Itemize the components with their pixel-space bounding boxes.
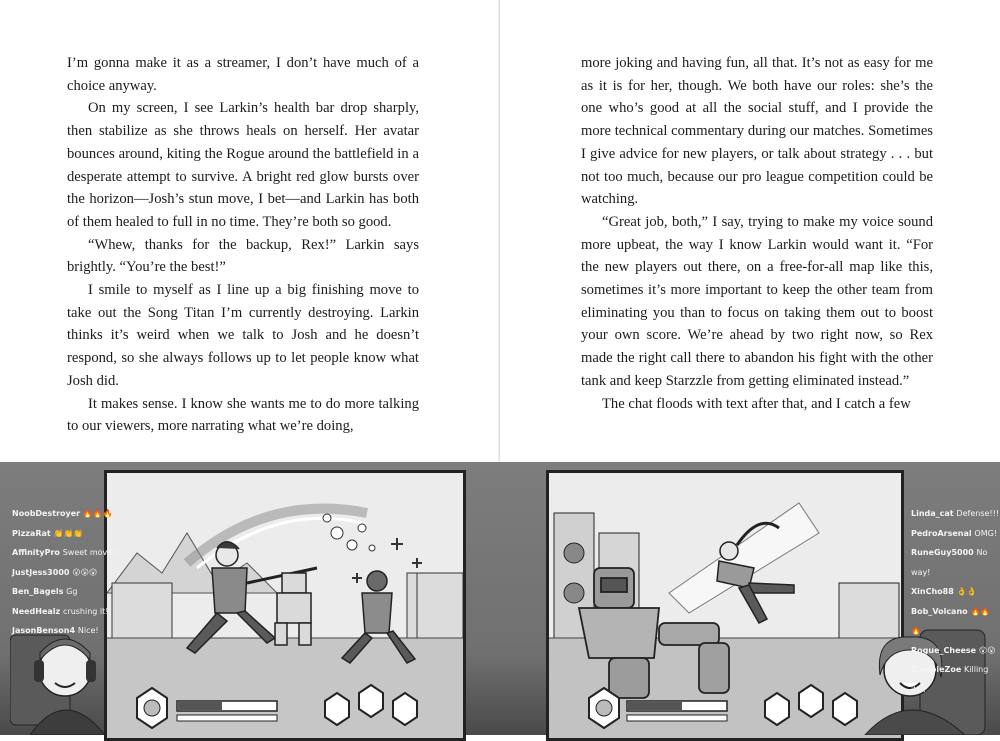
right-chat-overlay <box>911 504 1000 699</box>
chat-username: Linda_cat <box>911 509 954 518</box>
left-page <box>0 0 500 462</box>
chat-message <box>12 524 120 544</box>
chat-text: Killing it!!! <box>911 665 989 694</box>
chat-text: 👏👏👏 <box>53 528 84 538</box>
chat-username: XinCho88 <box>911 587 954 596</box>
paragraph: I smile to myself as I line up a big finishing move to take out the Song Titan I’m currently destroying. Larkin thinks it’s weird when we talk to Josh and he doesn’t respond, so she always follows up to let people know what Josh did. <box>67 282 419 389</box>
left-chat-overlay <box>12 504 120 641</box>
chat-username: JustJess3000 <box>12 567 70 577</box>
star-icon <box>356 697 380 721</box>
plus-icon <box>322 705 346 729</box>
chat-message <box>12 543 120 563</box>
chat-message <box>911 582 1000 602</box>
left-game-scene <box>104 470 466 741</box>
skull-icon <box>764 705 788 729</box>
chat-username: AffinityPro <box>12 548 60 557</box>
chat-text: Nice! <box>77 626 99 635</box>
chat-message <box>12 582 120 602</box>
right-text-column <box>581 52 933 415</box>
chat-text: crushing it! <box>63 606 109 616</box>
chat-username: PizzaRat <box>12 528 51 538</box>
chat-text: 🔥🔥🔥 <box>911 606 991 635</box>
chat-message <box>911 602 1000 641</box>
chat-username: NeedHealz <box>12 606 61 616</box>
fist-icon <box>798 697 822 721</box>
chat-username: RuneGuy5000 <box>911 548 974 557</box>
chat-message <box>911 504 1000 524</box>
chat-username: Bob_Volcano <box>911 606 968 616</box>
chat-text: Sweet moves! <box>62 548 120 557</box>
paragraph: It makes sense. I know she wants me to do more talking to our viewers, more narrating what we’re doing, <box>67 395 419 435</box>
chat-text: 👌👌 <box>956 587 977 596</box>
chat-message <box>911 660 1000 699</box>
chat-text: 😮😮😮 <box>72 567 98 577</box>
chat-message <box>12 621 120 641</box>
chat-text: OMG! <box>974 528 998 538</box>
chat-username: Ben_Bagels <box>12 587 64 596</box>
chat-text: 😮😮 <box>978 645 996 655</box>
chat-message <box>12 563 120 583</box>
moon-icon <box>390 705 414 729</box>
paragraph: “Great job, both,” I say, trying to make my voice sound more upbeat, the way I know Larkin would want it. “For the new players out there, on a free-for-all map like this, sometimes it’s more important to keep the other team from eliminating you than to focus on taking them out to boost your own score. We’re ahead by two right now, so Rex made the right call there to abandon his fight with the other tank and keep Starzzle from getting eliminated instead.” <box>581 213 933 389</box>
left-text-column <box>67 52 419 438</box>
chat-username: ZombieZoe <box>911 665 962 674</box>
chat-username: Rogue_Cheese <box>911 645 977 655</box>
paragraph: I’m gonna make it as a streamer, I don’t have much of a choice anyway. <box>67 55 419 94</box>
chat-text: Defense!!! <box>956 509 1000 518</box>
chat-text: No way! <box>911 548 988 577</box>
left-health-bar <box>174 698 274 708</box>
chat-message <box>12 504 120 524</box>
chat-message <box>911 641 1000 661</box>
chat-text: Gg <box>66 587 78 596</box>
chat-username: JasonBenson4 <box>12 626 76 635</box>
paragraph: “Whew, thanks for the backup, Rex!” Larkin says brightly. “You’re the best!” <box>67 236 419 276</box>
chat-username: PedroArsenal <box>911 528 972 538</box>
chat-username: NoobDestroyer <box>12 509 81 518</box>
right-page <box>500 0 1000 462</box>
flame-icon <box>832 705 856 729</box>
chat-message <box>911 524 1000 544</box>
chat-message <box>911 543 1000 582</box>
chat-text: 🔥🔥🔥 <box>82 509 113 518</box>
paragraph: The chat floods with text after that, and I catch a few <box>602 395 911 412</box>
paragraph: more joking and having fun, all that. It’s not as easy for me as it is for her, though. We both have our roles: she’s the one who’s good at all the social stuff, and I provide the more technical commentary during our matches. Sometimes I give advice for new players, or talk about strategy . . . but not too much, because our pro league competition could be watching. <box>581 55 933 208</box>
chat-message <box>12 602 120 622</box>
right-health-bar <box>628 698 728 708</box>
paragraph: On my screen, I see Larkin’s health bar drop sharply, then stabilize as she throws heals on herself. Her avatar bounces around, kiting the Rogue around the battlefield in a desperate attempt to survive. A bright red glow bursts over the horizon—Josh’s stun move, I bet—and Larkin has both of them healed to full in no time. They’re both so good. <box>67 100 419 230</box>
